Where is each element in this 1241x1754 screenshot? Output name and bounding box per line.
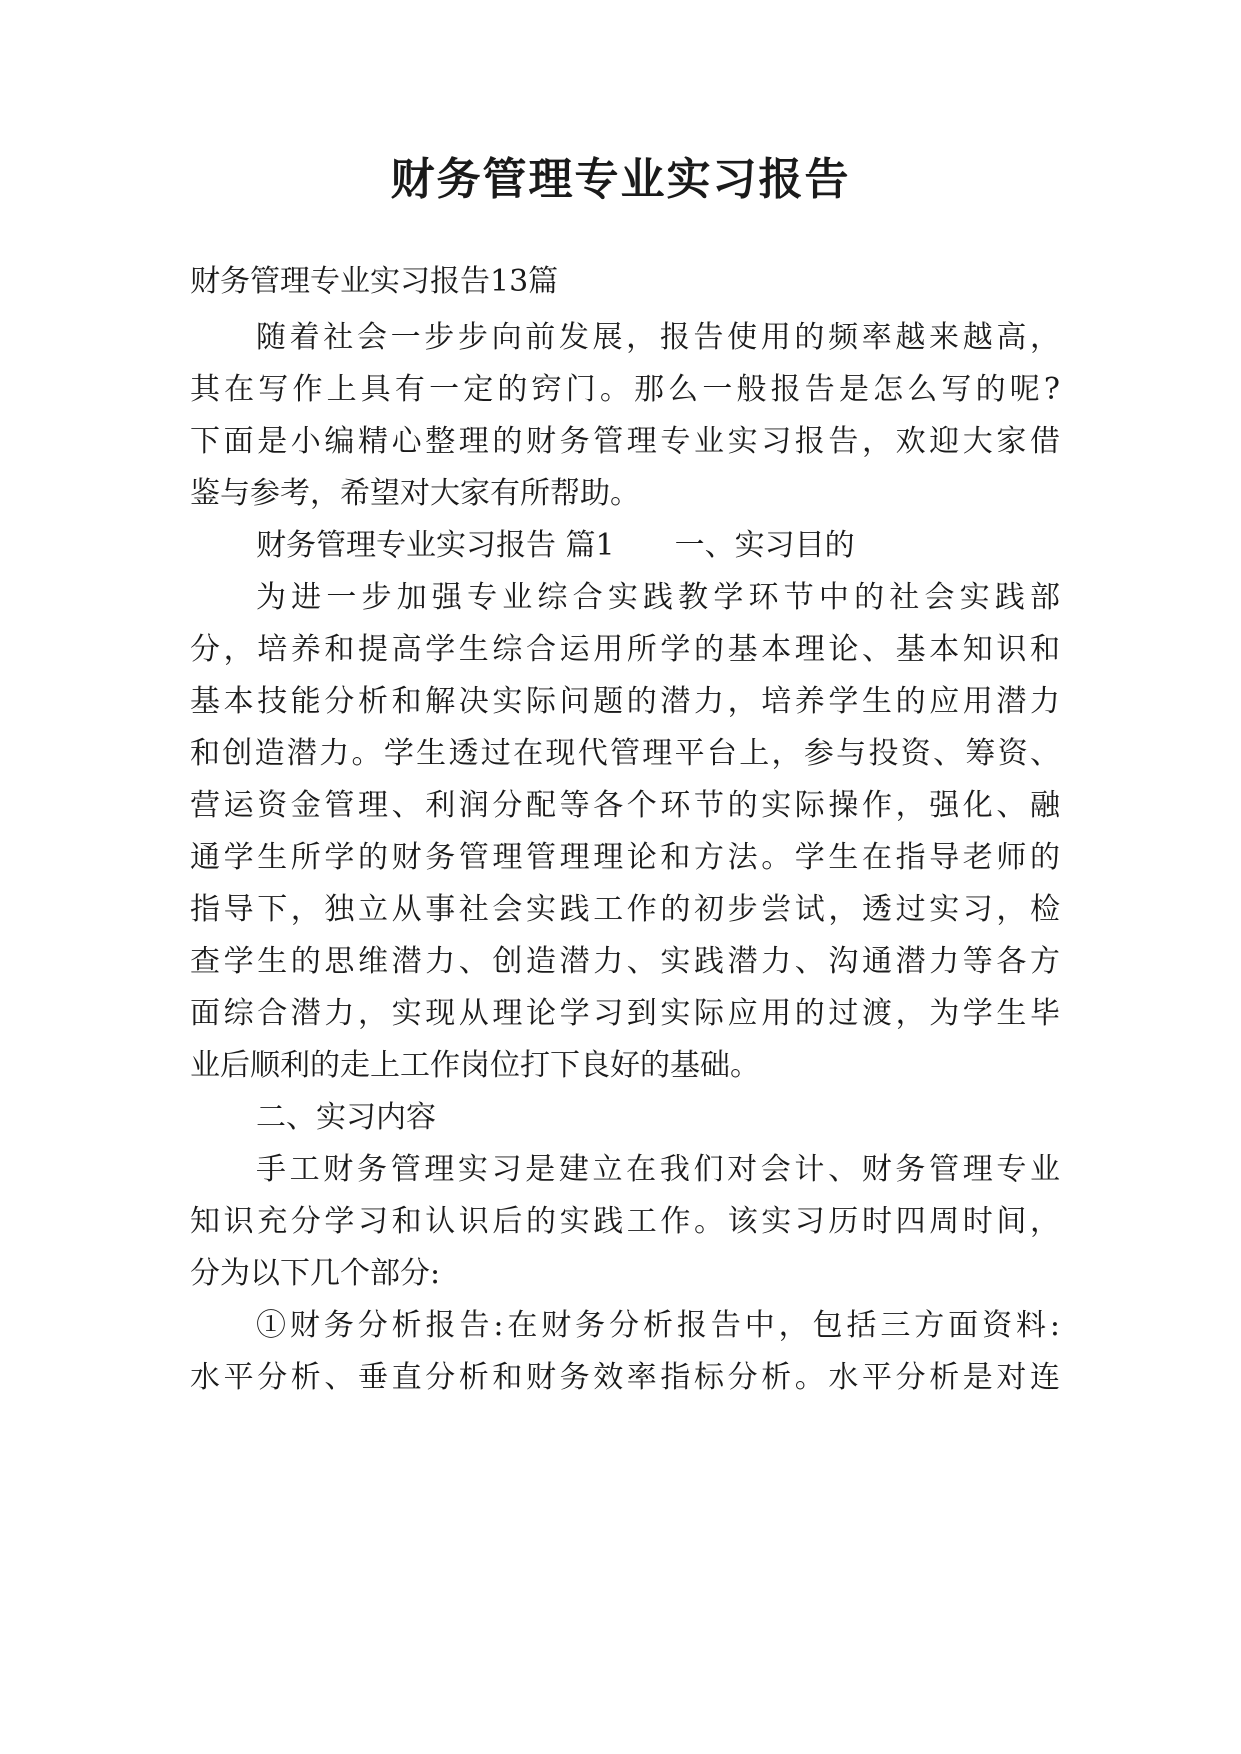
purpose-line-8: 查学生的思维潜力、创造潜力、实践潜力、沟通潜力等各方 — [190, 944, 1060, 979]
purpose-line-3: 基本技能分析和解决实际问题的潜力，培养学生的应用潜力 — [190, 684, 1060, 719]
purpose-line-7: 指导下，独立从事社会实践工作的初步尝试，透过实习，检 — [190, 892, 1060, 927]
document-title: 财务管理专业实习报告 — [390, 154, 851, 205]
content-line-3: 分为以下几个部分: — [190, 1256, 441, 1291]
purpose-line-4: 和创造潜力。学生透过在现代管理平台上，参与投资、筹资、 — [190, 736, 1060, 771]
intro-line-3: 下面是小编精心整理的财务管理专业实习报告，欢迎大家借 — [190, 424, 1060, 459]
purpose-line-1: 为进一步加强专业综合实践教学环节中的社会实践部 — [256, 580, 1060, 615]
content-line-1: 手工财务管理实习是建立在我们对会计、财务管理专业 — [256, 1152, 1060, 1187]
intro-line-2: 其在写作上具有一定的窍门。那么一般报告是怎么写的呢? — [190, 372, 1060, 407]
intro-line-4: 鉴与参考，希望对大家有所帮助。 — [190, 476, 640, 511]
document-subtitle: 财务管理专业实习报告13篇 — [190, 264, 559, 299]
content-line-2: 知识充分学习和认识后的实践工作。该实习历时四周时间， — [190, 1204, 1060, 1239]
purpose-line-9: 面综合潜力，实现从理论学习到实际应用的过渡，为学生毕 — [190, 996, 1060, 1031]
section-sub-label: 一、实习目的 — [674, 528, 855, 563]
item1-line-1: ①财务分析报告:在财务分析报告中，包括三方面资料: — [256, 1308, 1060, 1343]
section-part-label: 财务管理专业实习报告 篇1 — [256, 528, 615, 563]
intro-line-1: 随着社会一步步向前发展，报告使用的频率越来越高， — [256, 320, 1060, 355]
content-heading: 二、实习内容 — [256, 1100, 436, 1135]
purpose-line-2: 分，培养和提高学生综合运用所学的基本理论、基本知识和 — [190, 632, 1060, 667]
item1-line-2: 水平分析、垂直分析和财务效率指标分析。水平分析是对连 — [190, 1360, 1060, 1395]
purpose-line-10: 业后顺利的走上工作岗位打下良好的基础。 — [190, 1048, 760, 1083]
purpose-line-6: 通学生所学的财务管理管理理论和方法。学生在指导老师的 — [190, 840, 1060, 875]
section-heading — [256, 526, 1060, 566]
purpose-line-5: 营运资金管理、利润分配等各个环节的实际操作，强化、融 — [190, 788, 1060, 823]
